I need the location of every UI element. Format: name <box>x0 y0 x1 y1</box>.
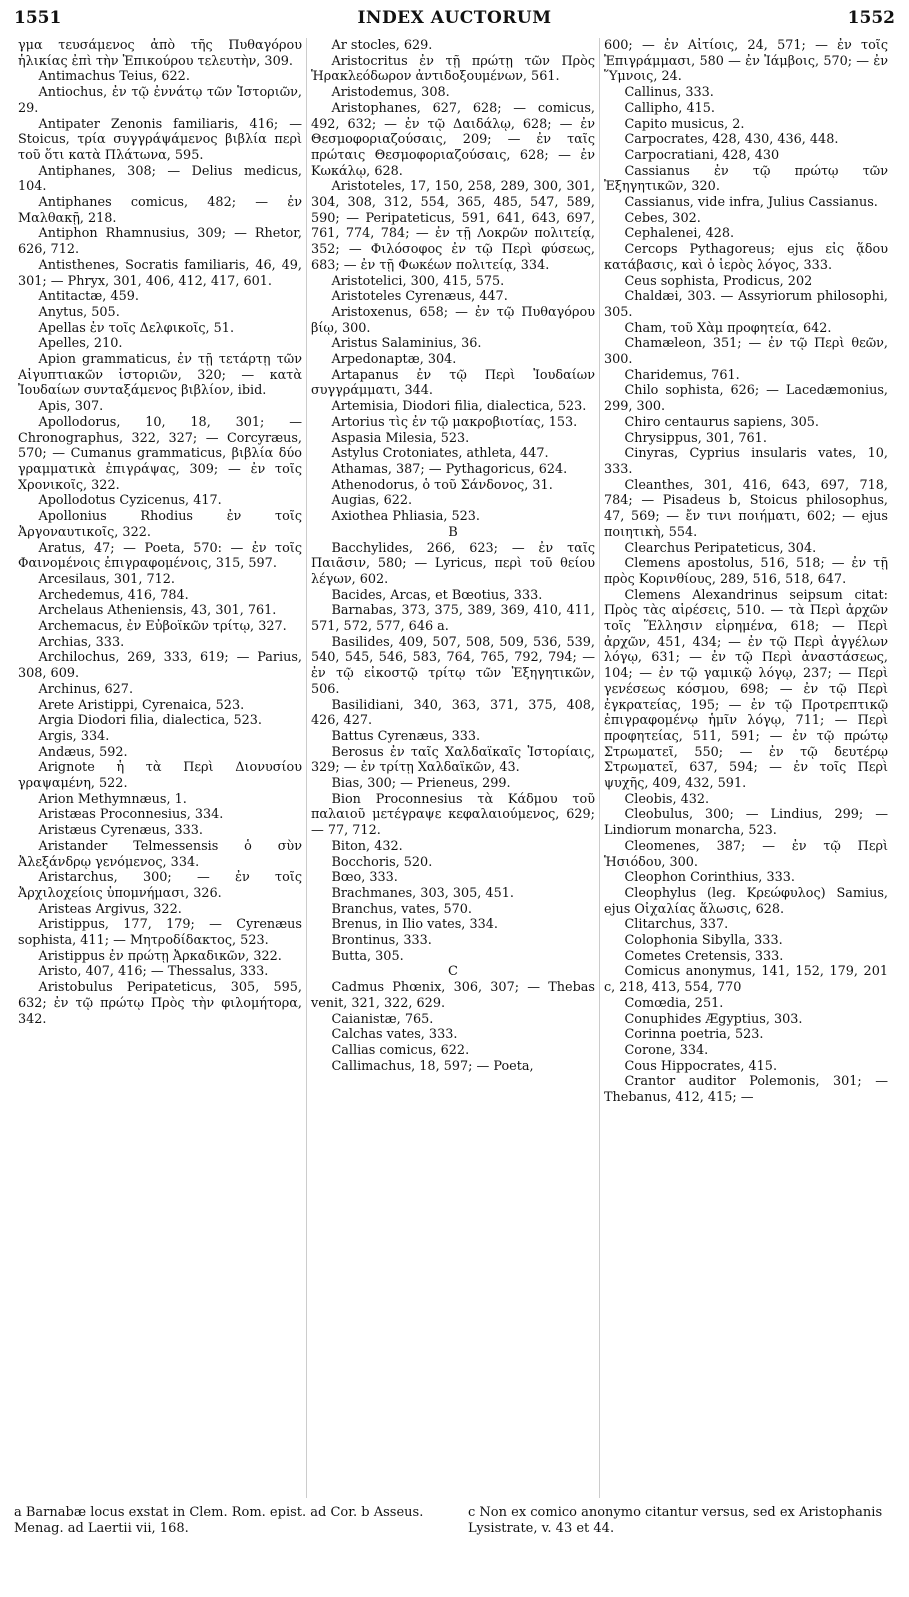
index-entry: Basilides, 409, 507, 508, 509, 536, 539, 540, 545, 546, 583, 764, 765, 792, 794; — ἐν τῷ εἰκοστῷ τρίτῳ τῶν Ἐξηγητικῶν, 506. <box>311 634 595 697</box>
index-entry: Aristoteles Cyrenæus, 447. <box>331 289 508 305</box>
index-entry: Arete Aristippi, Cyrenaica, 523. <box>38 697 245 713</box>
index-entry: Arpedonaptæ, 304. <box>331 352 457 368</box>
index-entry: 600; — ἐν Αἰτίοις, 24, 571; — ἐν τοῖς Ἐπιγράμμασι, 580 — ἐν Ἰάμβοις, 570; — ἐν Ὕμνοις, 24. <box>604 38 888 85</box>
index-entry: Clemens apostolus, 516, 518; — ἐν τῇ πρὸς Κορινθίους, 289, 516, 518, 647. <box>604 556 888 587</box>
index-entry: γμα τευσάμενος ἀπὸ τῆς Πυθαγόρου ἡλικίας ἐπὶ τὴν Ἐπικούρου τελευτὴν, 309. <box>18 38 302 69</box>
index-entry: Chiro centaurus sapiens, 305. <box>624 414 819 430</box>
index-entry: Athenodorus, ὁ τοῦ Σάνδονος, 31. <box>331 477 553 493</box>
index-entry: Aristander Telmessensis ὁ σὺν Ἀλεξάνδρῳ γενόμενος, 334. <box>18 838 302 870</box>
section-letter: C <box>448 964 458 980</box>
index-entry: Basilidiani, 340, 363, 371, 375, 408, 426, 427. <box>311 697 595 729</box>
index-entry: Cassianus, vide infra, Julius Cassianus. <box>624 195 878 211</box>
index-entry: Cham, τοῦ Χὰμ προφητεία, 642. <box>624 320 832 336</box>
index-column-3 <box>600 38 892 1498</box>
index-entry: Apion grammaticus, ἐν τῇ τετάρτῃ τῶν Αἰγυπτιακῶν ἱστοριῶν, 320; — κατὰ Ἰουδαίων συνταξάμενος βιβλίον, ibid. <box>18 352 302 399</box>
index-entry: Aristippus, 177, 179; — Cyrenæus sophista, 411; — Μητροδίδακτος, 523. <box>18 917 302 949</box>
index-entry: Bacchylides, 266, 623; — ἐν ταῖς Παιᾶσιν, 580; — Lyricus, περὶ τοῦ θείου λέγων, 602. <box>311 540 595 587</box>
index-entry: Aristoxenus, 658; — ἐν τῷ Πυθαγόρου βίῳ, 300. <box>311 304 595 336</box>
index-entry: Archedemus, 416, 784. <box>38 587 189 603</box>
index-entry: Archilochus, 269, 333, 619; — Parius, 308, 609. <box>18 650 302 682</box>
index-entry: Clitarchus, 337. <box>624 917 729 933</box>
index-entry: Bœo, 333. <box>331 870 398 886</box>
index-entry: Apelles, 210. <box>38 336 123 352</box>
index-entry: Argis, 334. <box>38 728 110 744</box>
index-entry: Butta, 305. <box>331 948 404 964</box>
index-entry: Calchas vates, 333. <box>331 1027 458 1043</box>
index-entry: Antiochus, ἐν τῷ ἐννάτῳ τῶν Ἱστοριῶν, 29. <box>18 85 302 116</box>
index-entry: Corone, 334. <box>624 1043 709 1058</box>
index-entry: Carpocratiani, 428, 430 <box>624 147 780 163</box>
index-entry: Apis, 307. <box>38 399 104 415</box>
index-entry: Aristeas Argivus, 322. <box>38 901 182 917</box>
page-title: INDEX AUCTORUM <box>357 8 552 28</box>
index-entry: Bocchoris, 520. <box>331 854 433 870</box>
index-entry: Antiphanes, 308; — Delius medicus, 104. <box>18 163 302 195</box>
index-entry: Antiphon Rhamnusius, 309; — Rhetor, 626, 712. <box>18 226 302 258</box>
index-entry: Callipho, 415. <box>624 100 715 116</box>
footnote-right: c Non ex comico anonymo citantur versus, sed ex Aristophanis Lysistrate, v. 43 et 44. <box>468 1505 883 1536</box>
index-entry: Cassianus ἐν τῷ πρώτῳ τῶν Ἐξηγητικῶν, 320. <box>604 163 888 195</box>
index-entry: Aristotelici, 300, 415, 575. <box>331 273 505 289</box>
index-entry: Astylus Crotoniates, athleta, 447. <box>331 446 549 462</box>
index-entry: Clemens Alexandrinus seipsum citat: Πρὸς τὰς αἱρέσεις, 510. — τὰ Περὶ ἀρχῶν τοῖς Ἕλλησιν εἰρημένα, 618; — Περὶ ἀρχῶν, 451, 434; — ἐν τῷ Περὶ ἀγγέλων λόγῳ, 631; — ἐν τῷ Περὶ ἀναστάσεως, 104; — ἐν τῷ γαμικῷ λόγῳ, 237; — Περὶ γενέσεως κόσμου, 698; — ἐν τῷ Περὶ ἐγκρατείας, 195; — ἐν τῷ Προτρεπτικῷ ἐπιγραφομένῳ ἡμῖν λόγῳ, 711; — Περὶ προφητείας, 511, 591; — ἐν τῷ πρώτῳ Στρωματεῖ, 550; — ἐν τῷ δευτέρῳ Στρωματεῖ, 637, 594; — ἐν τοῖς Περὶ ψυχῆς, 409, 432, 591. <box>604 587 888 792</box>
index-entry: Battus Cyrenæus, 333. <box>331 728 481 744</box>
index-entry: Cadmus Phœnix, 306, 307; — Thebas venit, 321, 322, 629. <box>311 980 595 1011</box>
index-entry: Archelaus Atheniensis, 43, 301, 761. <box>38 603 277 619</box>
index-entry: Barnabas, 373, 375, 389, 369, 410, 411, 571, 572, 577, 646 a. <box>311 603 595 635</box>
index-entry: Aristæus Cyrenæus, 333. <box>38 823 203 839</box>
index-entry: Aristophanes, 627, 628; — comicus, 492, 632; — ἐν τῷ Δαιδάλῳ, 628; — ἐν Θεσμοφοριαζούσαις, 209; — ἐν ταῖς πρώταις Θεσμοφοριαζούσαις, 628; — ἐν Κωκάλῳ, 628. <box>311 100 595 179</box>
index-entry: Argia Diodori filia, dialectica, 523. <box>38 713 262 729</box>
index-entry: Aristodemus, 308. <box>331 85 450 101</box>
index-entry: Ceus sophista, Prodicus, 202 <box>624 273 813 289</box>
index-entry: Cometes Cretensis, 333. <box>624 948 784 964</box>
index-entry: Cinyras, Cyprius insularis vates, 10, 333. <box>604 446 888 477</box>
index-entry: Artapanus ἐν τῷ Περὶ Ἰουδαίων συγγράμματι, 344. <box>311 367 595 399</box>
index-entry: Aristoteles, 17, 150, 258, 289, 300, 301, 304, 308, 312, 554, 365, 485, 547, 589, 590; — Peripateticus, 591, 641, 643, 697, 761, 774, 784; — ἐν τῇ Λοκρῶν πολιτείᾳ, 352; — Φιλόσοφος ἐν τῷ Περὶ φύσεως, 683; — ἐν τῇ Φωκέων πολιτείᾳ, 334. <box>311 179 595 273</box>
index-entry: Antiphanes comicus, 482; — ἐν Μαλθακῇ, 218. <box>18 195 302 226</box>
index-entry: Cebes, 302. <box>624 210 701 226</box>
index-entry: Athamas, 387; — Pythagoricus, 624. <box>331 461 568 477</box>
index-entry: Apellas ἐν τοῖς Δελφικοῖς, 51. <box>38 320 235 336</box>
index-entry: Clearchus Peripateticus, 304. <box>624 540 817 556</box>
footnotes <box>14 1505 892 1537</box>
index-entry: Augias, 622. <box>331 493 413 509</box>
index-entry: Apollonius Rhodius ἐν τοῖς Ἀργοναυτικοῖς, 322. <box>18 509 302 540</box>
index-entry: Axiothea Phliasia, 523. <box>331 509 480 525</box>
index-entry: Brachmanes, 303, 305, 451. <box>331 885 514 901</box>
index-entry: Aratus, 47; — Poeta, 570: — ἐν τοῖς Φαινομένοις ἐπιγραφομένοις, 315, 597. <box>18 540 302 572</box>
index-entry: Chaldæi, 303. — Assyriorum philosophi, 305. <box>604 289 888 320</box>
index-entry: Capito musicus, 2. <box>624 116 745 132</box>
index-entry: Apollodotus Cyzicenus, 417. <box>38 493 222 509</box>
index-column-1 <box>14 38 306 1498</box>
index-entry: Comicus anonymus, 141, 152, 179, 201 c, 218, 413, 554, 770 <box>604 964 888 996</box>
index-entry: Arignote ἡ τὰ Περὶ Διονυσίου γραψαμένη, 522. <box>18 760 302 792</box>
index-entry: Brontinus, 333. <box>331 933 432 949</box>
page-number-right: 1552 <box>847 8 895 28</box>
index-entry: Antitactæ, 459. <box>38 289 139 305</box>
index-entry: Chilo sophista, 626; — Lacedæmonius, 299, 300. <box>604 383 888 415</box>
index-entry: Andæus, 592. <box>38 744 128 760</box>
index-entry: Cleobis, 432. <box>624 791 710 807</box>
index-entry: Antipater Zenonis familiaris, 416; — Stoicus, τρία συγγράψάμενος βιβλία περὶ τοῦ ὅτι κατὰ Πλάτωνα, 595. <box>18 116 302 163</box>
index-entry: Callimachus, 18, 597; — Poeta, <box>331 1058 534 1074</box>
index-entry: Biton, 432. <box>331 838 403 854</box>
index-entry: Arion Methymnæus, 1. <box>38 791 187 807</box>
index-entry: Archias, 333. <box>38 634 125 650</box>
index-entry: Branchus, vates, 570. <box>331 901 472 917</box>
index-entry: Cleophon Corinthius, 333. <box>624 870 795 886</box>
index-entry: Aspasia Milesia, 523. <box>331 430 470 446</box>
index-entry: Carpocrates, 428, 430, 436, 448. <box>624 132 839 148</box>
index-entry: Conuphides Ægyptius, 303. <box>624 1011 803 1027</box>
index-entry: Aristo, 407, 416; — Thessalus, 333. <box>38 964 269 980</box>
index-entry: Colophonia Sibylla, 333. <box>624 933 783 949</box>
index-entry: Aristippus ἐν πρώτῃ Ἀρκαδικῶν, 322. <box>38 948 282 964</box>
index-entry: Artemisia, Diodori filia, dialectica, 523. <box>331 399 587 415</box>
index-entry: Antisthenes, Socratis familiaris, 46, 49, 301; — Phryx, 301, 406, 412, 417, 601. <box>18 257 302 289</box>
index-entry: Caianistæ, 765. <box>331 1011 434 1027</box>
index-entry: Aristæas Proconnesius, 334. <box>38 807 224 823</box>
section-letter: B <box>448 524 458 540</box>
footnote-left: a Barnabæ locus exstat in Clem. Rom. epist. ad Cor. b Asseus. Menag. ad Laertii vii, 168. <box>14 1505 424 1536</box>
index-entry: Antimachus Teius, 622. <box>38 69 190 85</box>
index-entry: Callinus, 333. <box>624 85 714 101</box>
index-entry: Ar stocles, 629. <box>331 38 433 53</box>
index-entry: Cercops Pythagoreus; ejus εἰς ᾅδου κατάβασις, καὶ ὁ ἱερὸς λόγος, 333. <box>604 242 888 273</box>
page-number-left: 1551 <box>14 8 62 28</box>
index-entry: Aristocritus ἐν τῇ πρώτῃ τῶν Πρὸς Ἡρακλεόδωρον ἀντιδοξουμένων, 561. <box>311 53 595 85</box>
index-entry: Charidemus, 761. <box>624 367 740 383</box>
index-entry: Cleanthes, 301, 416, 643, 697, 718, 784; — Pisadeus b, Stoicus philosophus, 47, 569; — ἔν τινι ποιήματι, 602; — ejus ποιητικὴ, 554. <box>604 477 888 540</box>
index-entry: Comœdia, 251. <box>624 995 724 1011</box>
index-entry: Cleomenes, 387; — ἐν τῷ Περὶ Ἡσιόδου, 300. <box>604 838 888 870</box>
index-entry: Arcesilaus, 301, 712. <box>38 571 175 587</box>
index-entry: Brenus, in Ilio vates, 334. <box>331 917 498 933</box>
index-entry: Corinna poetria, 523. <box>624 1027 764 1043</box>
index-entry: Chamæleon, 351; — ἐν τῷ Περὶ θεῶν, 300. <box>604 336 888 368</box>
index-entry: Aristus Salaminius, 36. <box>331 336 482 352</box>
index-entry: Chrysippus, 301, 761. <box>624 430 767 446</box>
index-entry: Aristarchus, 300; — ἐν τοῖς Ἀρχιλοχείοις ὑπομνήμασι, 326. <box>18 870 302 901</box>
index-entry: Archemacus, ἐν Εὐβοϊκῶν τρίτῳ, 327. <box>38 619 287 635</box>
index-entry: Bacides, Arcas, et Bœotius, 333. <box>331 587 543 603</box>
index-entry: Cous Hippocrates, 415. <box>624 1058 778 1074</box>
index-columns <box>14 38 892 1498</box>
index-entry: Cephalenei, 428. <box>624 226 735 242</box>
index-entry: Archinus, 627. <box>38 681 134 697</box>
index-entry: Cleobulus, 300; — Lindius, 299; — Lindiorum monarcha, 523. <box>604 807 888 839</box>
index-entry: Berosus ἐν ταῖς Χαλδαϊκαῖς Ἱστορίαις, 329; — ἐν τρίτῃ Χαλδαϊκῶν, 43. <box>311 744 595 776</box>
index-entry: Bias, 300; — Prieneus, 299. <box>331 776 511 792</box>
index-entry: Bion Proconnesius τὰ Κάδμου τοῦ παλαιοῦ μετέγραψε κεφαλαιούμενος, 629; — 77, 712. <box>311 791 595 839</box>
index-entry: Aristobulus Peripateticus, 305, 595, 632; ἐν τῷ πρώτῳ Πρὸς τὴν φιλομήτορα, 342. <box>18 980 302 1027</box>
page-header <box>14 8 895 34</box>
index-column-2 <box>306 38 600 1498</box>
index-entry: Artorius τὶς ἐν τῷ μακροβιοτίας, 153. <box>331 414 578 430</box>
index-entry: Callias comicus, 622. <box>331 1043 470 1058</box>
index-entry: Crantor auditor Polemonis, 301; — Thebanus, 412, 415; — <box>604 1074 888 1106</box>
index-entry: Anytus, 505. <box>38 304 120 320</box>
index-entry: Apollodorus, 10, 18, 301; — Chronographus, 322, 327; — Corcyræus, 570; — Cumanus grammaticus, βιβλία δύο γραμματικὰ ἐπιγράψας, 309; — ἐν τοῖς Χρονικοῖς, 322. <box>18 414 302 493</box>
index-entry: Cleophylus (leg. Κρεώφυλος) Samius, ejus Οἰχαλίας ἅλωσις, 628. <box>604 885 888 917</box>
